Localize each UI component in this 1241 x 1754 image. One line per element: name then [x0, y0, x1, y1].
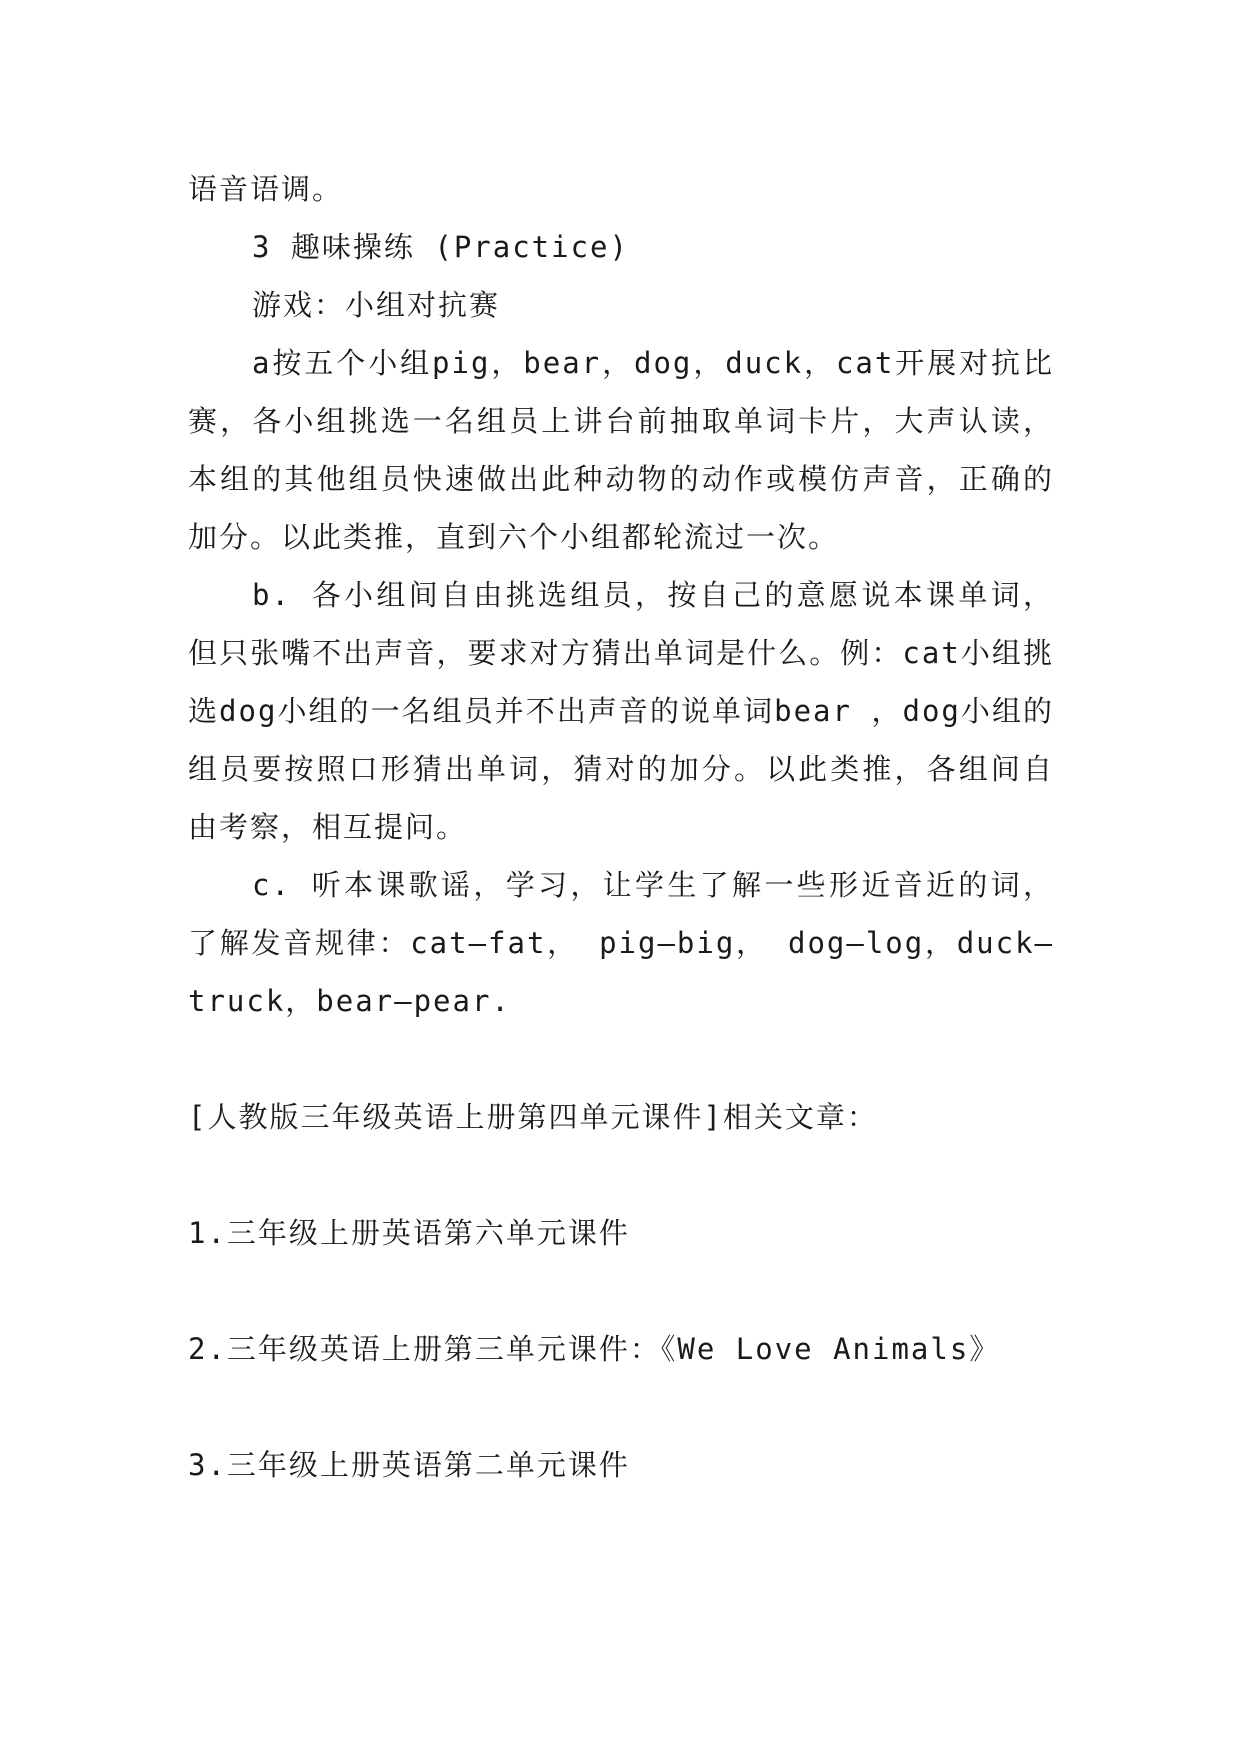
paragraph-activity-a: a按五个小组pig，bear，dog，duck，cat开展对抗比赛，各小组挑选一名组员上讲台前抽取单词卡片，大声认读，本组的其他组员快速做出此种动物的动作或模仿声音，正确的加分。以此类推，直到六个小组都轮流过一次。 — [188, 346, 1054, 554]
document-body — [188, 160, 1054, 1494]
related-article-link-3[interactable]: 3.三年级上册英语第二单元课件 — [188, 1448, 630, 1482]
game-title: 游戏：小组对抗赛 — [252, 288, 501, 322]
paragraph-activity-c: c. 听本课歌谣，学习，让学生了解一些形近音近的词，了解发音规律：cat—fat， pig—big， dog—log，duck—truck，bear—pear. — [188, 868, 1054, 1018]
related-article-link-1[interactable]: 1.三年级上册英语第六单元课件 — [188, 1216, 630, 1250]
related-article-link-2[interactable]: 2.三年级英语上册第三单元课件：《We Love Animals》 — [188, 1332, 1001, 1366]
paragraph-continuation: 语音语调。 — [188, 172, 344, 206]
paragraph-activity-b: b. 各小组间自由挑选组员，按自己的意愿说本课单词，但只张嘴不出声音，要求对方猜出单词是什么。例：cat小组挑选dog小组的一名组员并不出声音的说单词bear ，dog小组的组员要按照口形猜出单词，猜对的加分。以此类推，各组间自由考察，相互提问。 — [188, 578, 1054, 844]
section-heading-practice: 3 趣味操练 (Practice) — [252, 230, 629, 264]
related-articles-heading: [人教版三年级英语上册第四单元课件]相关文章： — [188, 1100, 878, 1134]
